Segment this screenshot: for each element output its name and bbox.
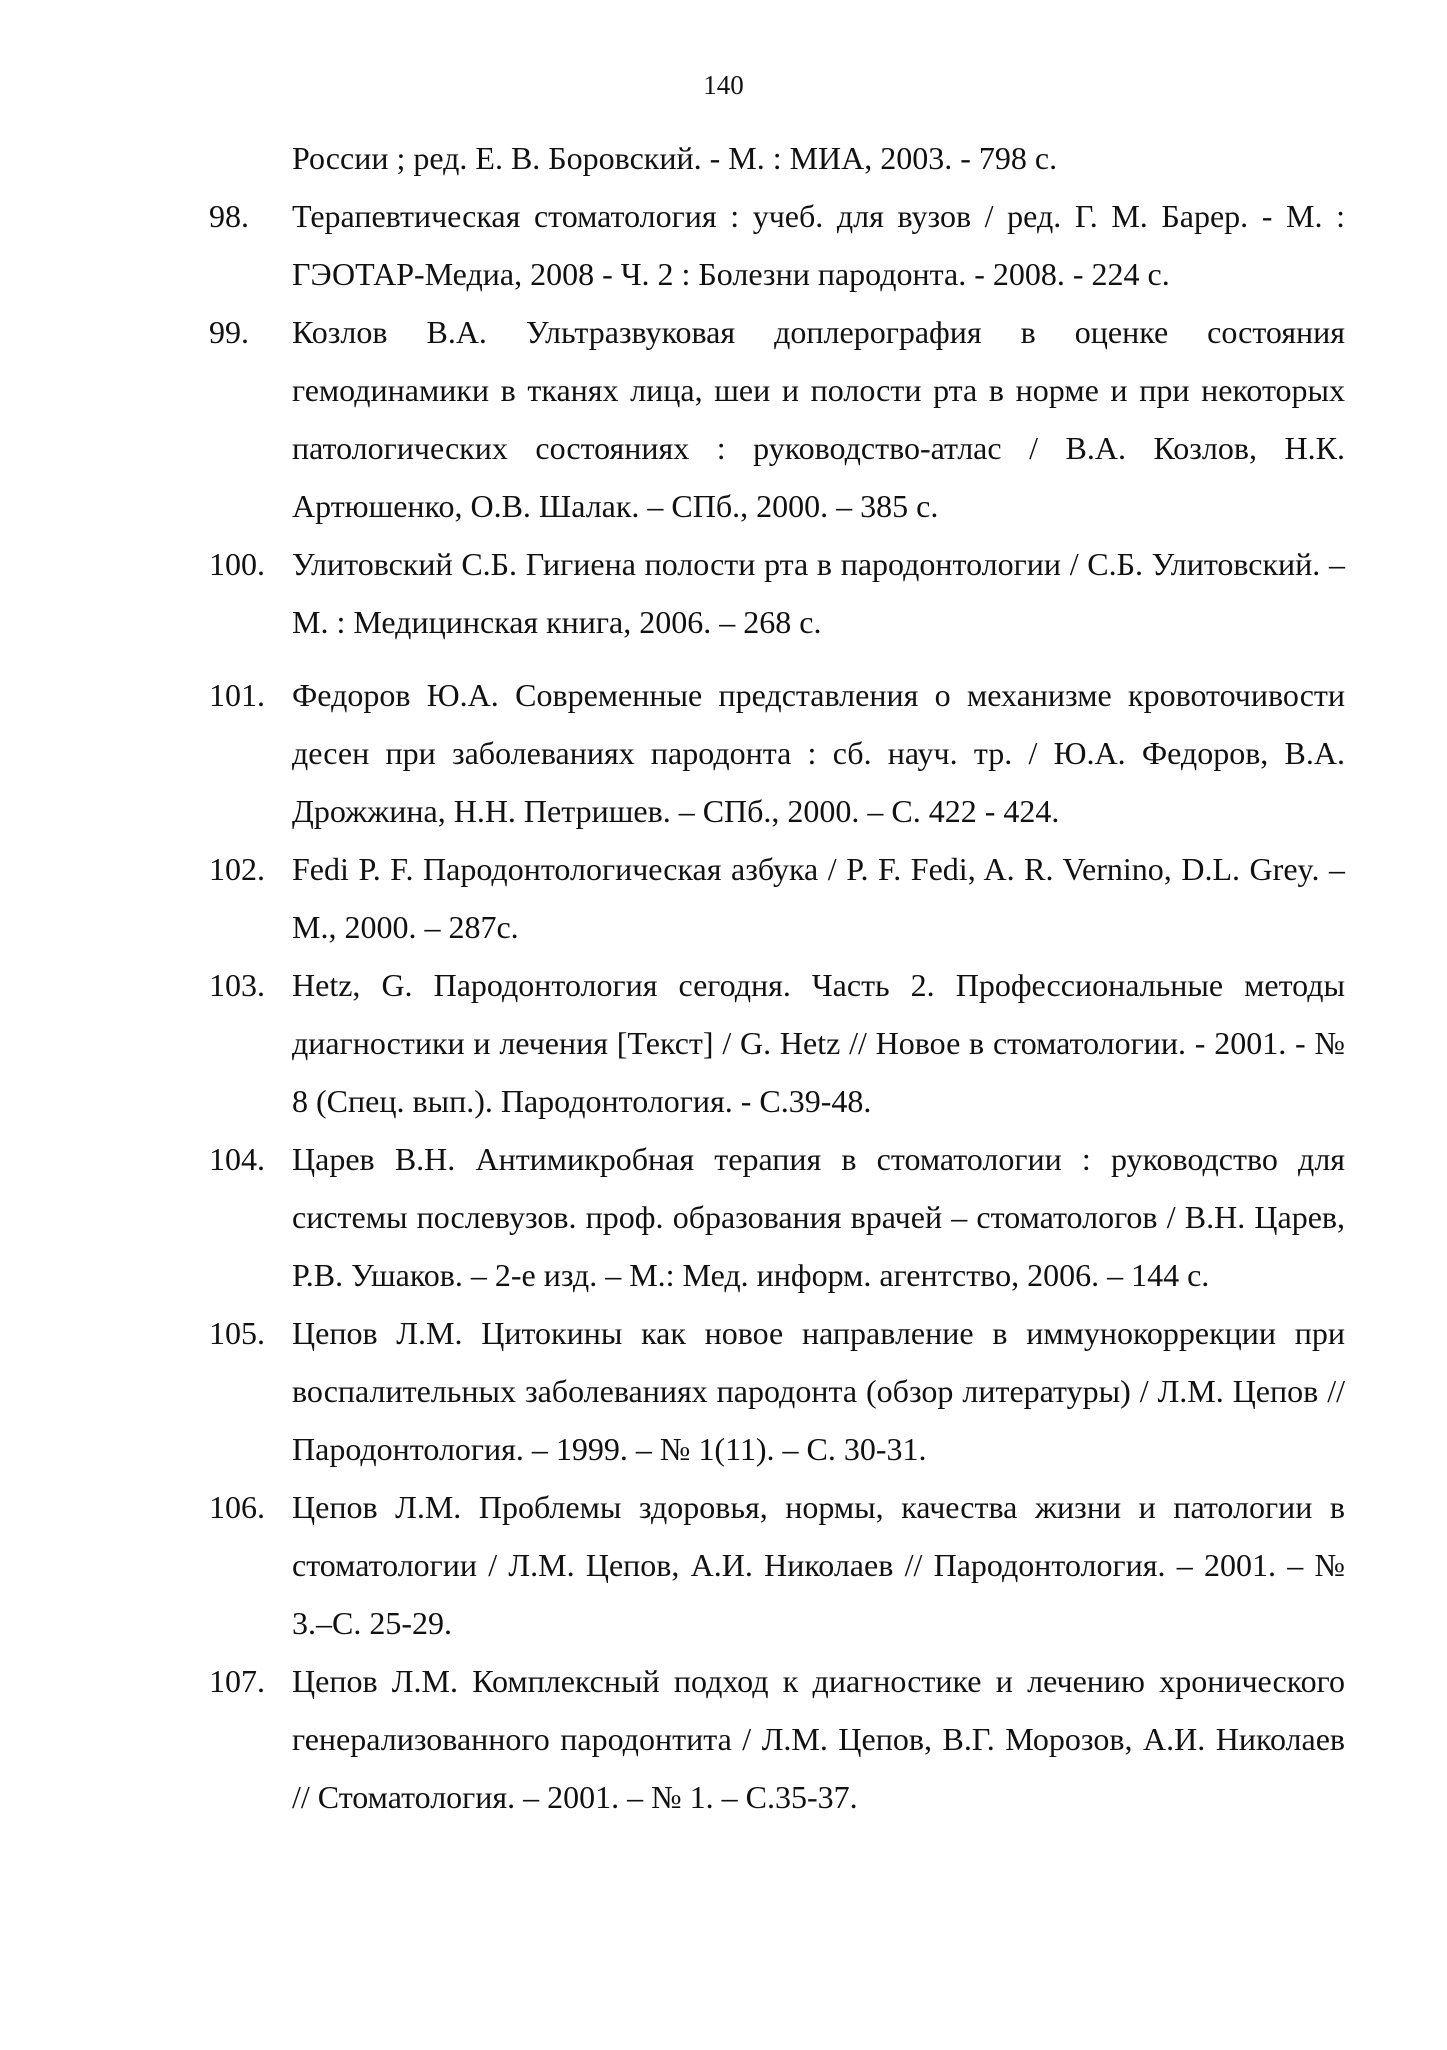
reference-text: Козлов В.А. Ультразвуковая доплерография в оценке состояния гемодинамики в тканях лица, шеи и полости рта в норме и при некоторых патологических состояниях : руководство-атлас / В.А. Козлов, Н.К. Артюшенко, О.В. Шалак. – СПб., 2000. – 385 с. [292, 314, 1345, 524]
reference-entry-98 [209, 187, 1345, 303]
reference-list [209, 129, 1345, 1826]
reference-text: России ; ред. Е. В. Боровский. - М. : МИА, 2003. - 798 с. [292, 140, 1058, 176]
reference-number: 101. [209, 677, 265, 713]
reference-text: Царев В.Н. Антимикробная терапия в стоматологии : руководство для системы послевузов. проф. образования врачей – стоматологов / В.Н. Царев, Р.В. Ушаков. – 2-е изд. – М.: Мед. информ. агентство, 2006. – 144 с. [292, 1141, 1345, 1293]
reference-entry-103 [209, 956, 1345, 1130]
reference-text: Терапевтическая стоматология : учеб. для вузов / ред. Г. М. Барер. - М. : ГЭОТАР-Медиа, 2008 - Ч. 2 : Болезни пародонта. - 2008. - 224 с. [292, 198, 1345, 292]
reference-text: Цепов Л.М. Проблемы здоровья, нормы, качества жизни и патологии в стоматологии / Л.М. Цепов, А.И. Николаев // Пародонтология. – 2001. – № 3.–С. 25-29. [292, 1489, 1345, 1641]
reference-text: Федоров Ю.А. Современные представления о механизме кровоточивости десен при заболеваниях пародонта : сб. науч. тр. / Ю.А. Федоров, В.А. Дрожжина, Н.Н. Петришев. – СПб., 2000. – С. 422 - 424. [292, 677, 1345, 829]
reference-number: 104. [209, 1141, 265, 1177]
reference-text: Улитовский С.Б. Гигиена полости рта в пародонтологии / С.Б. Улитовский. – М. : Медицинская книга, 2006. – 268 с. [292, 546, 1345, 640]
reference-entry-continued [209, 129, 1345, 187]
reference-entry-104 [209, 1130, 1345, 1304]
reference-number: 102. [209, 851, 265, 887]
reference-text: Hetz, G. Пародонтология сегодня. Часть 2. Профессиональные методы диагностики и лечения [Текст] / G. Hetz // Новое в стоматологии. - 2001. - № 8 (Спец. вып.). Пародонтология. - С.39-48. [292, 967, 1345, 1119]
page-number: 140 [703, 70, 744, 100]
reference-number: 99. [209, 314, 249, 350]
reference-entry-105 [209, 1304, 1345, 1478]
reference-text: Fedi P. F. Пародонтологическая азбука / P. F. Fedi, A. R. Vernino, D.L. Grey. – М., 2000. – 287с. [292, 851, 1345, 945]
reference-entry-101 [209, 666, 1345, 840]
reference-number: 103. [209, 967, 265, 1003]
reference-entry-107 [209, 1652, 1345, 1826]
reference-entry-102 [209, 840, 1345, 956]
reference-number: 106. [209, 1489, 265, 1525]
reference-number: 107. [209, 1663, 265, 1699]
reference-number: 105. [209, 1315, 265, 1351]
reference-text: Цепов Л.М. Цитокины как новое направление в иммунокоррекции при воспалительных заболеваниях пародонта (обзор литературы) / Л.М. Цепов // Пародонтология. – 1999. – № 1(11). – С. 30-31. [292, 1315, 1345, 1467]
reference-number: 100. [209, 546, 265, 582]
reference-text: Цепов Л.М. Комплексный подход к диагностике и лечению хронического генерализованного пародонтита / Л.М. Цепов, В.Г. Морозов, А.И. Николаев // Стоматология. – 2001. – № 1. – С.35-37. [292, 1663, 1345, 1815]
reference-number: 98. [209, 198, 249, 234]
reference-entry-99 [209, 303, 1345, 535]
reference-entry-100 [209, 535, 1345, 651]
reference-entry-106 [209, 1478, 1345, 1652]
